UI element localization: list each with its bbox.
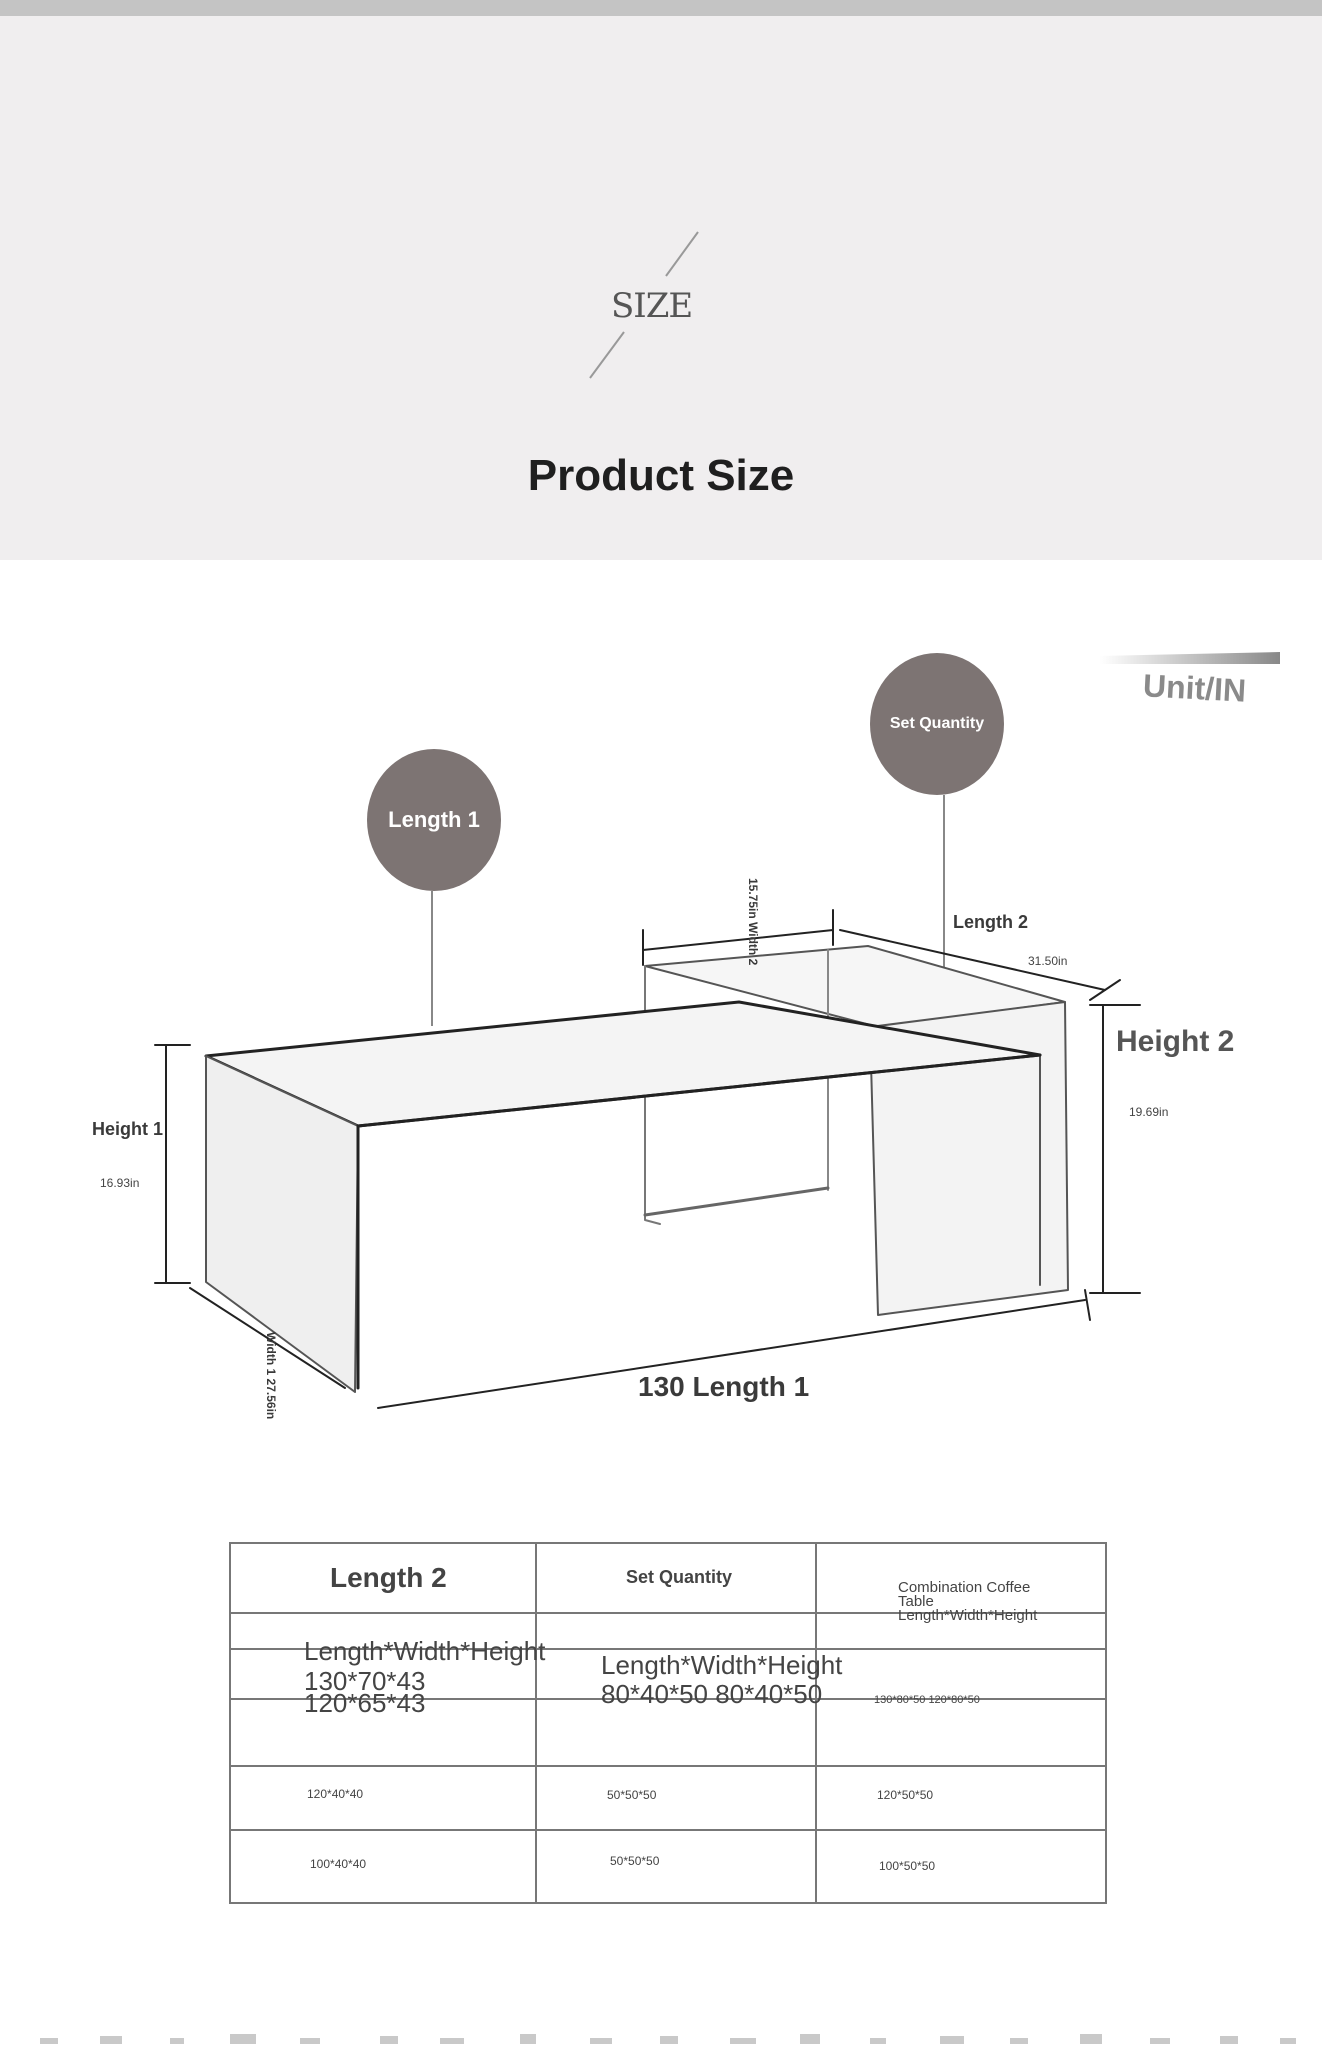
row3-col1: 100*40*40 [310, 1857, 367, 1871]
table-header-col2: Set Quantity [626, 1567, 733, 1587]
width1-label: Width 1 27.56in [264, 1332, 278, 1420]
height1-value: 16.93in [100, 1176, 140, 1190]
row1-col1-line2: 130*70*43 [304, 1666, 426, 1696]
length2-value: 31.50in [1028, 954, 1068, 968]
row2-col1: 120*40*40 [307, 1787, 364, 1801]
size-emblem-text: SIZE [611, 286, 693, 326]
length1-bottom-label: 130 Length 1 [638, 1371, 810, 1402]
length1-bubble-label: Length 1 [388, 807, 480, 832]
unit-label: Unit/IN [1142, 667, 1247, 709]
row1-col2-line1: Length*Width*Height [601, 1650, 843, 1680]
height2-value: 19.69in [1129, 1105, 1169, 1119]
table-header-col1: Length 2 [330, 1562, 447, 1593]
row2-col2: 50*50*50 [607, 1788, 657, 1802]
bottom-decorative-strip [0, 2028, 1322, 2048]
row1-col3: 130*80*50 120*80*50 [874, 1694, 980, 1706]
length2-label: Length 2 [953, 912, 1028, 932]
page-title: Product Size [527, 451, 795, 500]
row1-col1-line1: Length*Width*Height [304, 1636, 546, 1666]
row1-col2-line2: 80*40*50 80*40*50 [601, 1679, 823, 1709]
row3-col2: 50*50*50 [610, 1854, 660, 1868]
width2-label: 15.75in Width 2 [746, 878, 760, 966]
height1-label: Height 1 [92, 1119, 164, 1139]
row2-col3: 120*50*50 [877, 1788, 934, 1802]
height2-label: Height 2 [1116, 1025, 1235, 1058]
row1-col1-line3: 120*65*43 [304, 1688, 426, 1718]
set-quantity-bubble-label: Set Quantity [889, 715, 985, 732]
row3-col3: 100*50*50 [879, 1859, 936, 1873]
table-header-col3: Combination Coffee Table Length*Width*Height [898, 1579, 1038, 1624]
